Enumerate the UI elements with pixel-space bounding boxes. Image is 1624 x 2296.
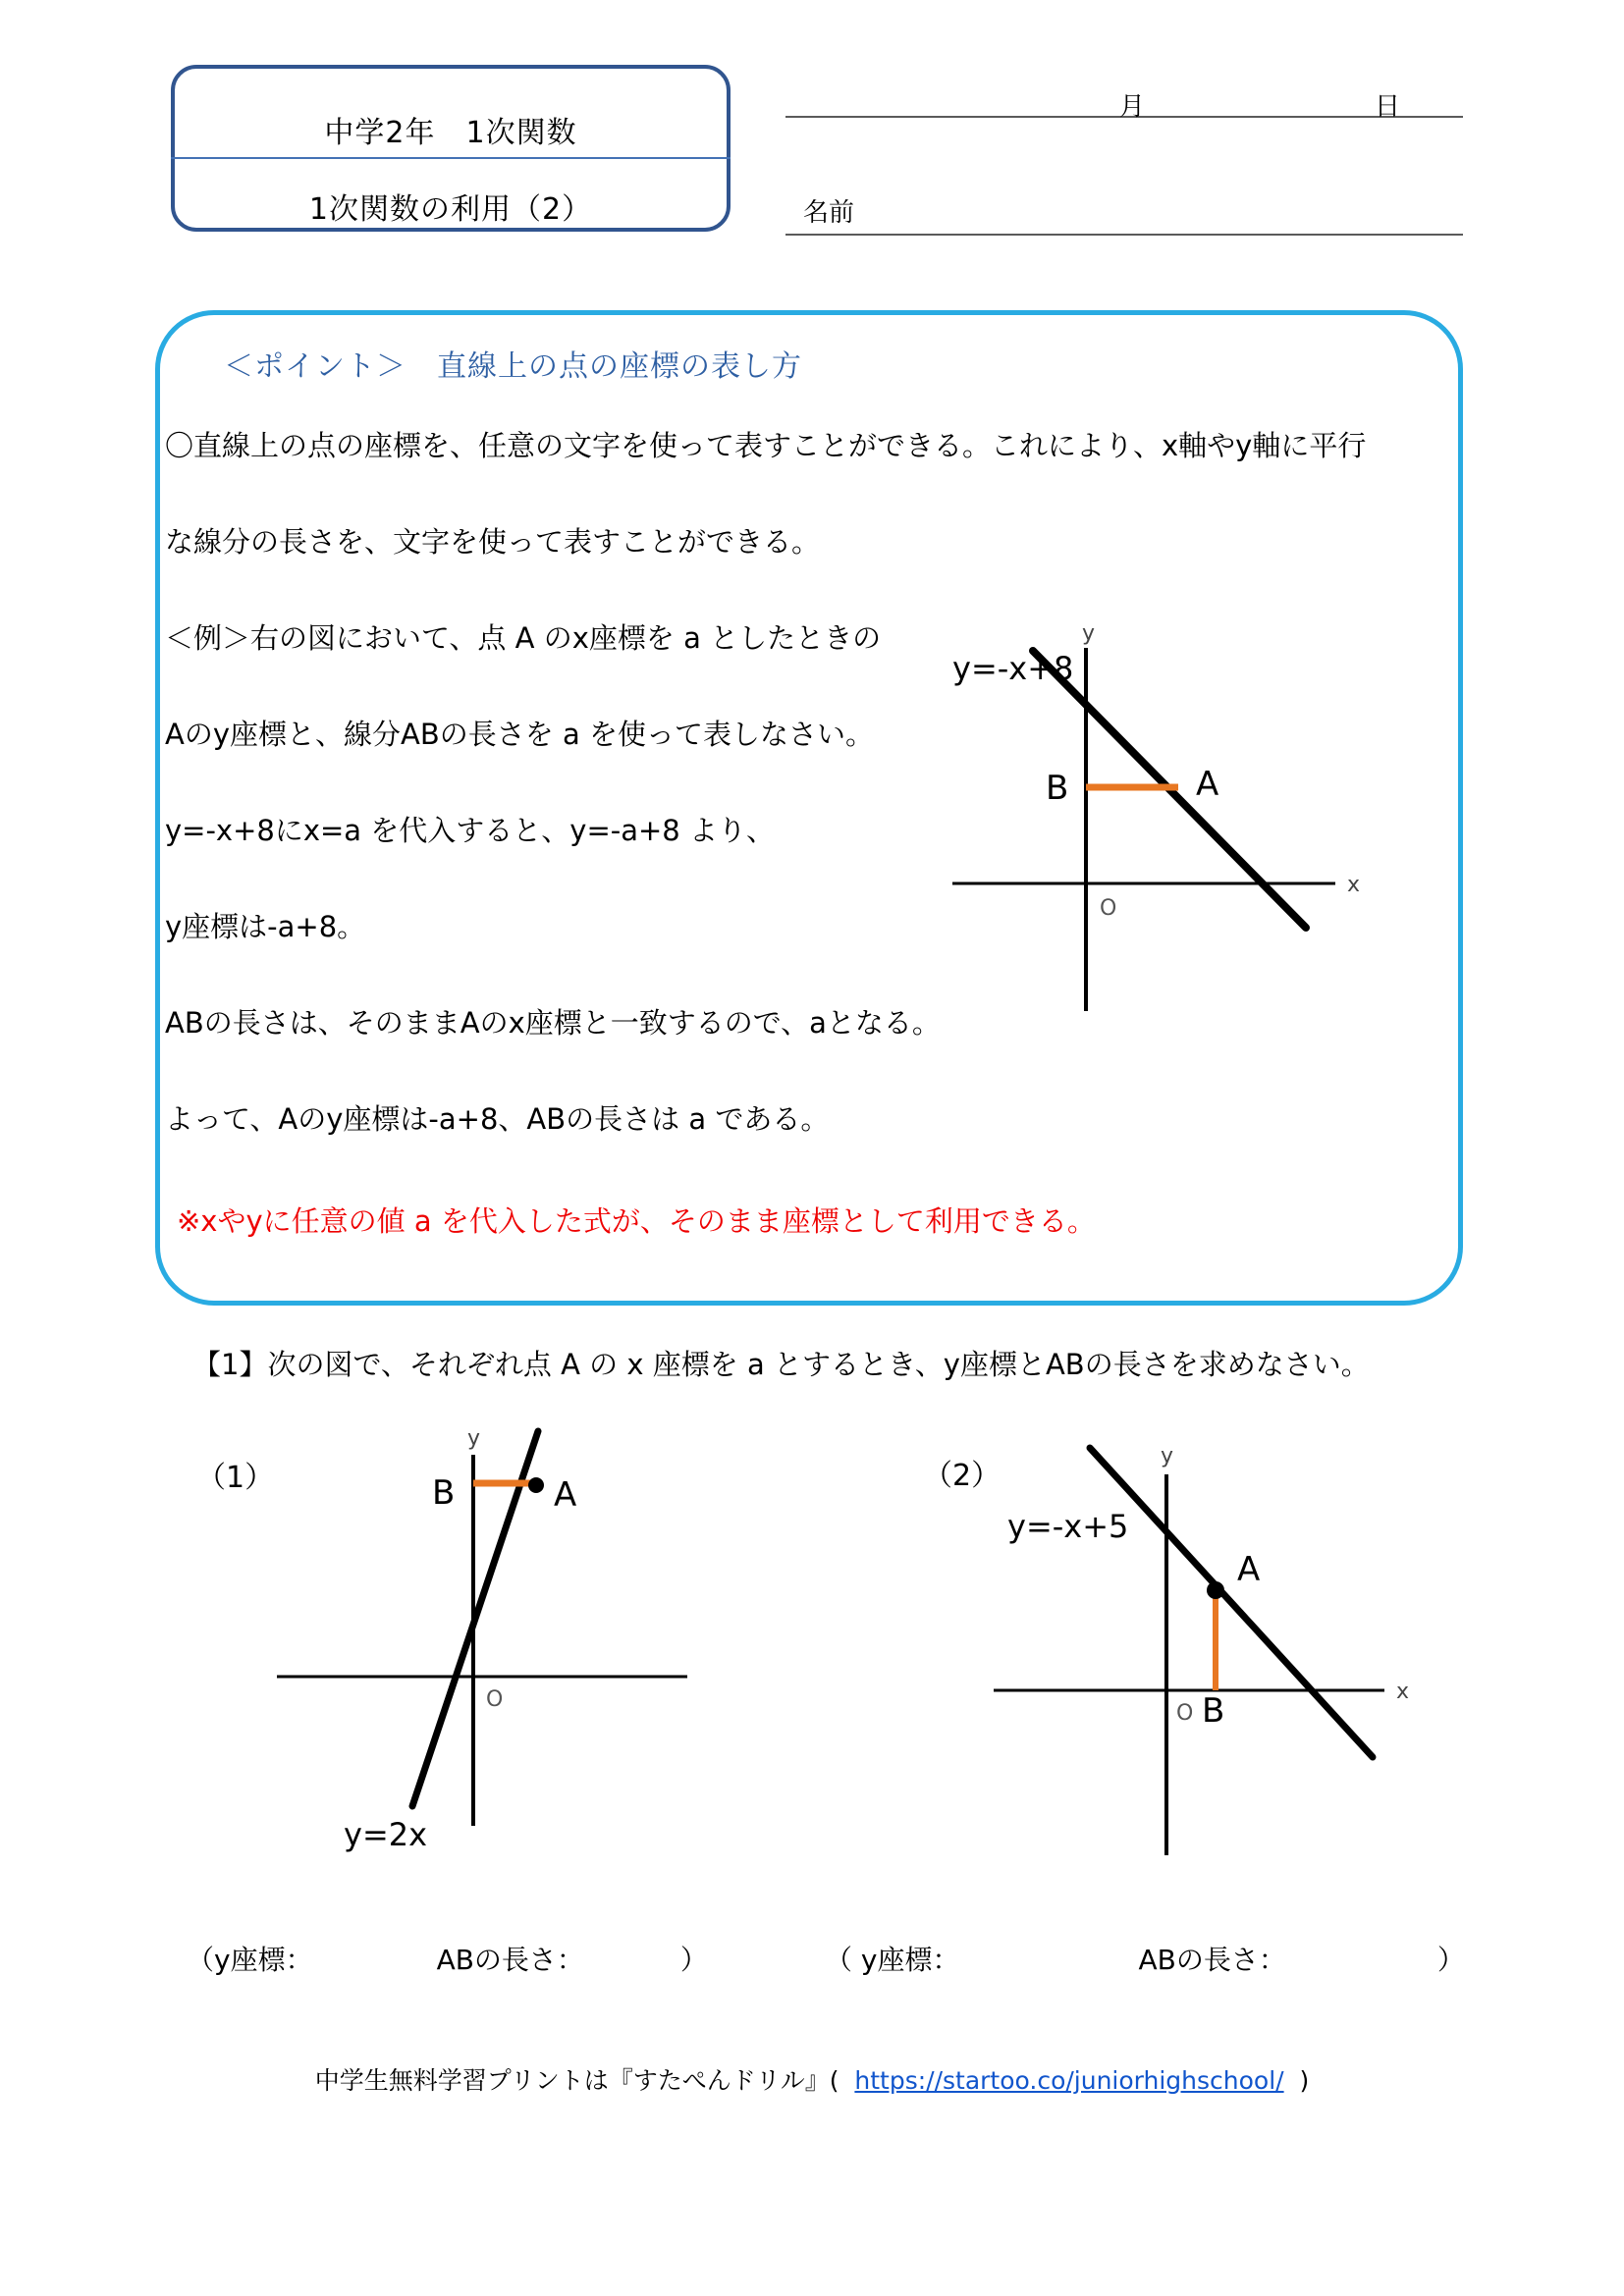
footer-link[interactable]: https://startoo.co/juniorhighschool/ [854,2066,1284,2095]
point-body-line-8: よって、Aのy座標は-a+8、ABの長さは a である。 [165,1102,830,1136]
equation-label: y=-x+5 [1007,1508,1129,1545]
equation-label: y=-x+8 [952,650,1074,687]
point-body-line-4: Aのy座標と、線分ABの長さを a を使って表しなさい。 [165,718,874,751]
point-body-line-1: 〇直線上の点の座標を、任意の文字を使って表すことができる。これにより、x軸やy軸に平行 [165,429,1367,462]
origin-label: O [1176,1701,1194,1726]
point-box-red-note: ※xやyに任意の値 a を代入した式が、そのまま座標として利用できる。 [177,1204,1096,1238]
point-box-heading: ＜ポイント＞ 直線上の点の座標の表し方 [224,349,802,384]
page-header [0,0,1624,255]
point-b-label: B [432,1473,456,1513]
y-axis-label: y [467,1426,481,1451]
day-label: 日 [1375,92,1401,122]
problem-statement: 【1】次の図で、それぞれ点 A の x 座標を a とするとき、y座標とABの長さを求めなさい。 [192,1348,1370,1381]
point-b-label: B [1046,769,1069,808]
question-1-number: （1） [196,1461,275,1495]
point-body-line-6: y座標は-a+8。 [165,910,366,943]
question-2-graph [992,1414,1434,1865]
footer [0,2061,1624,2097]
point-a-label: A [1196,765,1219,804]
footer-text-after: ) [1283,2066,1310,2095]
answer-line-1[interactable]: （y座標： ABの長さ： ） [187,1944,708,1976]
example-graph [943,609,1404,1021]
name-entry-line [785,234,1463,236]
point-body-line-3: ＜例＞右の図において、点 A のx座標を a としたときの [165,621,882,655]
point-a-marker [528,1477,544,1493]
name-label: 名前 [803,198,855,228]
x-axis-label: x [1396,1680,1410,1704]
function-line [1090,1448,1373,1757]
title-box-divider [171,157,731,159]
point-body-line-5: y=-x+8にx=a を代入すると、y=-a+8 より、 [165,814,775,847]
question-1-graph [265,1414,707,1865]
worksheet-subtitle: 1次関数の利用（2） [308,192,593,227]
month-label: 月 [1119,92,1146,122]
origin-label: O [1100,896,1117,921]
x-axis-label: x [1347,873,1361,897]
question-2-number: （2） [923,1459,1001,1493]
point-a-label: A [1237,1550,1261,1589]
origin-label: O [486,1687,504,1712]
point-a-marker [1207,1581,1224,1599]
equation-label: y=2x [344,1816,428,1853]
point-body-line-7: ABの長さは、そのままAのx座標と一致するので、aとなる。 [165,1006,941,1040]
answer-row [0,1939,1624,1984]
y-axis-label: y [1161,1444,1174,1468]
point-body-line-2: な線分の長さを、文字を使って表すことができる。 [165,525,821,559]
footer-text-before: 中学生無料学習プリントは『すたぺんドリル』( [314,2066,855,2095]
answer-line-2[interactable]: （ y座標： ABの長さ： ） [825,1944,1465,1976]
worksheet-grade-topic: 中学2年 1次関数 [324,116,577,150]
y-axis-label: y [1082,621,1096,646]
point-b-label: B [1202,1691,1225,1731]
point-a-label: A [554,1475,577,1515]
